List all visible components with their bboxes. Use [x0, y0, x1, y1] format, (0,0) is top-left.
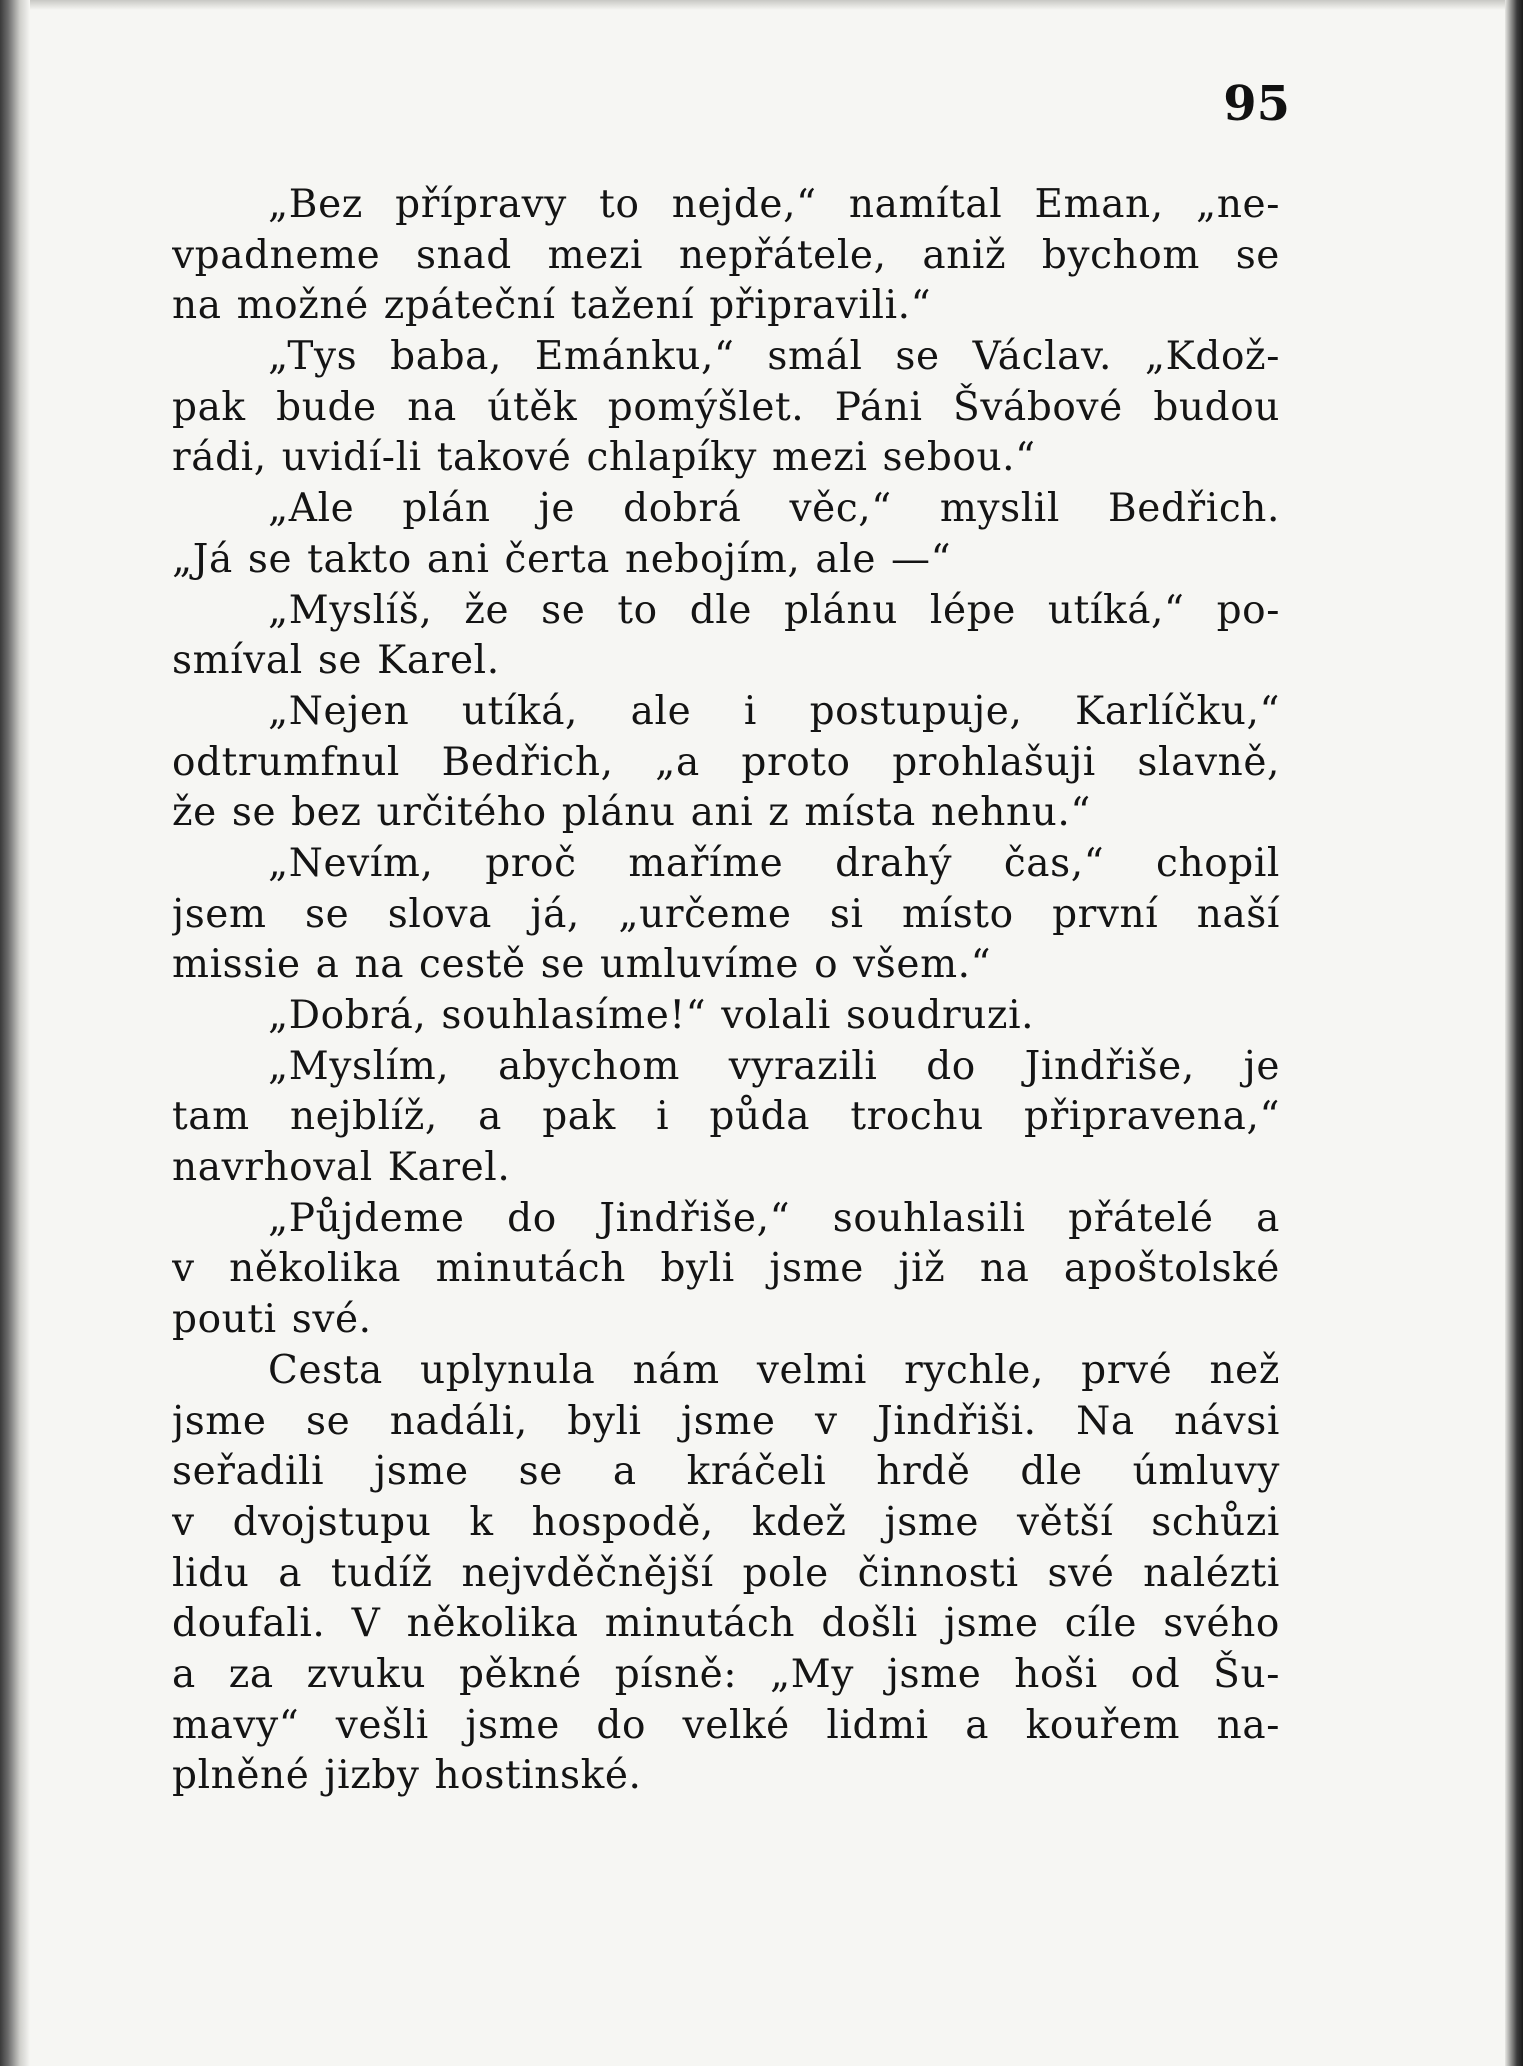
text-line: a za zvuku pěkné písně: „My jsme hoši od Šu- [172, 1651, 1280, 1697]
text-line: že se bez určitého plánu ani z místa nehnu.“ [172, 790, 1091, 836]
text-line: odtrumfnul Bedřich, „a proto prohlašuji slavně, [172, 739, 1280, 785]
text-line: pouti své. [172, 1297, 372, 1343]
text-line: seřadili jsme se a kráčeli hrdě dle úmluvy [172, 1449, 1280, 1495]
text-line: mavy“ vešli jsme do velké lidmi a kouřem na- [172, 1702, 1280, 1748]
text-line: missie a na cestě se umluvíme o všem.“ [172, 942, 992, 988]
text-line: navrhoval Karel. [172, 1145, 511, 1191]
text-line: jsem se slova já, „určeme si místo první naší [172, 891, 1280, 937]
text-line: „Nevím, proč maříme drahý čas,“ chopil [268, 840, 1280, 886]
text-line: „Myslíš, že se to dle plánu lépe utíká,“ po- [268, 587, 1280, 633]
text-line: „Dobrá, souhlasíme!“ volali soudruzi. [268, 993, 1035, 1038]
text-line: „Já se takto ani čerta nebojím, ale —“ [172, 536, 952, 582]
text-line: doufali. V několika minutách došli jsme cíle svého [172, 1601, 1280, 1647]
text-line: „Půjdeme do Jindřiše,“ souhlasili přátelé a [268, 1195, 1280, 1241]
text-line: smíval se Karel. [172, 638, 500, 684]
page-top-edge [0, 0, 1523, 10]
text-line: tam nejblíž, a pak i půda trochu připravena,“ [172, 1094, 1280, 1140]
text-line: „Bez přípravy to nejde,“ namítal Eman, „ne- [268, 182, 1280, 227]
text-line: v několika minutách byli jsme již na apoštolské [172, 1246, 1280, 1292]
page-right-edge [1505, 0, 1523, 2066]
text-line: „Nejen utíká, ale i postupuje, Karlíčku,“ [268, 688, 1280, 734]
page-number: 95 [1223, 76, 1290, 132]
text-line: jsme se nadáli, byli jsme v Jindřiši. Na návsi [172, 1398, 1280, 1444]
text-line: rádi, uvidí-li takové chlapíky mezi sebou.“ [172, 435, 1036, 481]
text-line: Cesta uplynula nám velmi rychle, prvé než [268, 1347, 1280, 1393]
text-line: „Ale plán je dobrá věc,“ myslil Bedřich. [268, 486, 1280, 532]
text-line: „Myslím, abychom vyrazili do Jindřiše, je [268, 1043, 1280, 1089]
text-line: lidu a tudíž nejvděčnější pole činnosti své nalézti [172, 1550, 1280, 1596]
text-line: „Tys baba, Emánku,“ smál se Václav. „Kdož- [268, 334, 1280, 380]
text-line: plněné jizby hostinské. [172, 1753, 642, 1799]
text-line: pak bude na útěk pomýšlet. Páni Švábové budou [172, 384, 1280, 430]
text-line: v dvojstupu k hospodě, kdež jsme větší schůzi [172, 1499, 1280, 1545]
body-text [172, 180, 1280, 1802]
text-line: na možné zpáteční tažení připravili.“ [172, 283, 932, 329]
text-line: vpadneme snad mezi nepřátele, aniž bychom se [172, 232, 1280, 278]
page-left-edge [0, 0, 30, 2066]
